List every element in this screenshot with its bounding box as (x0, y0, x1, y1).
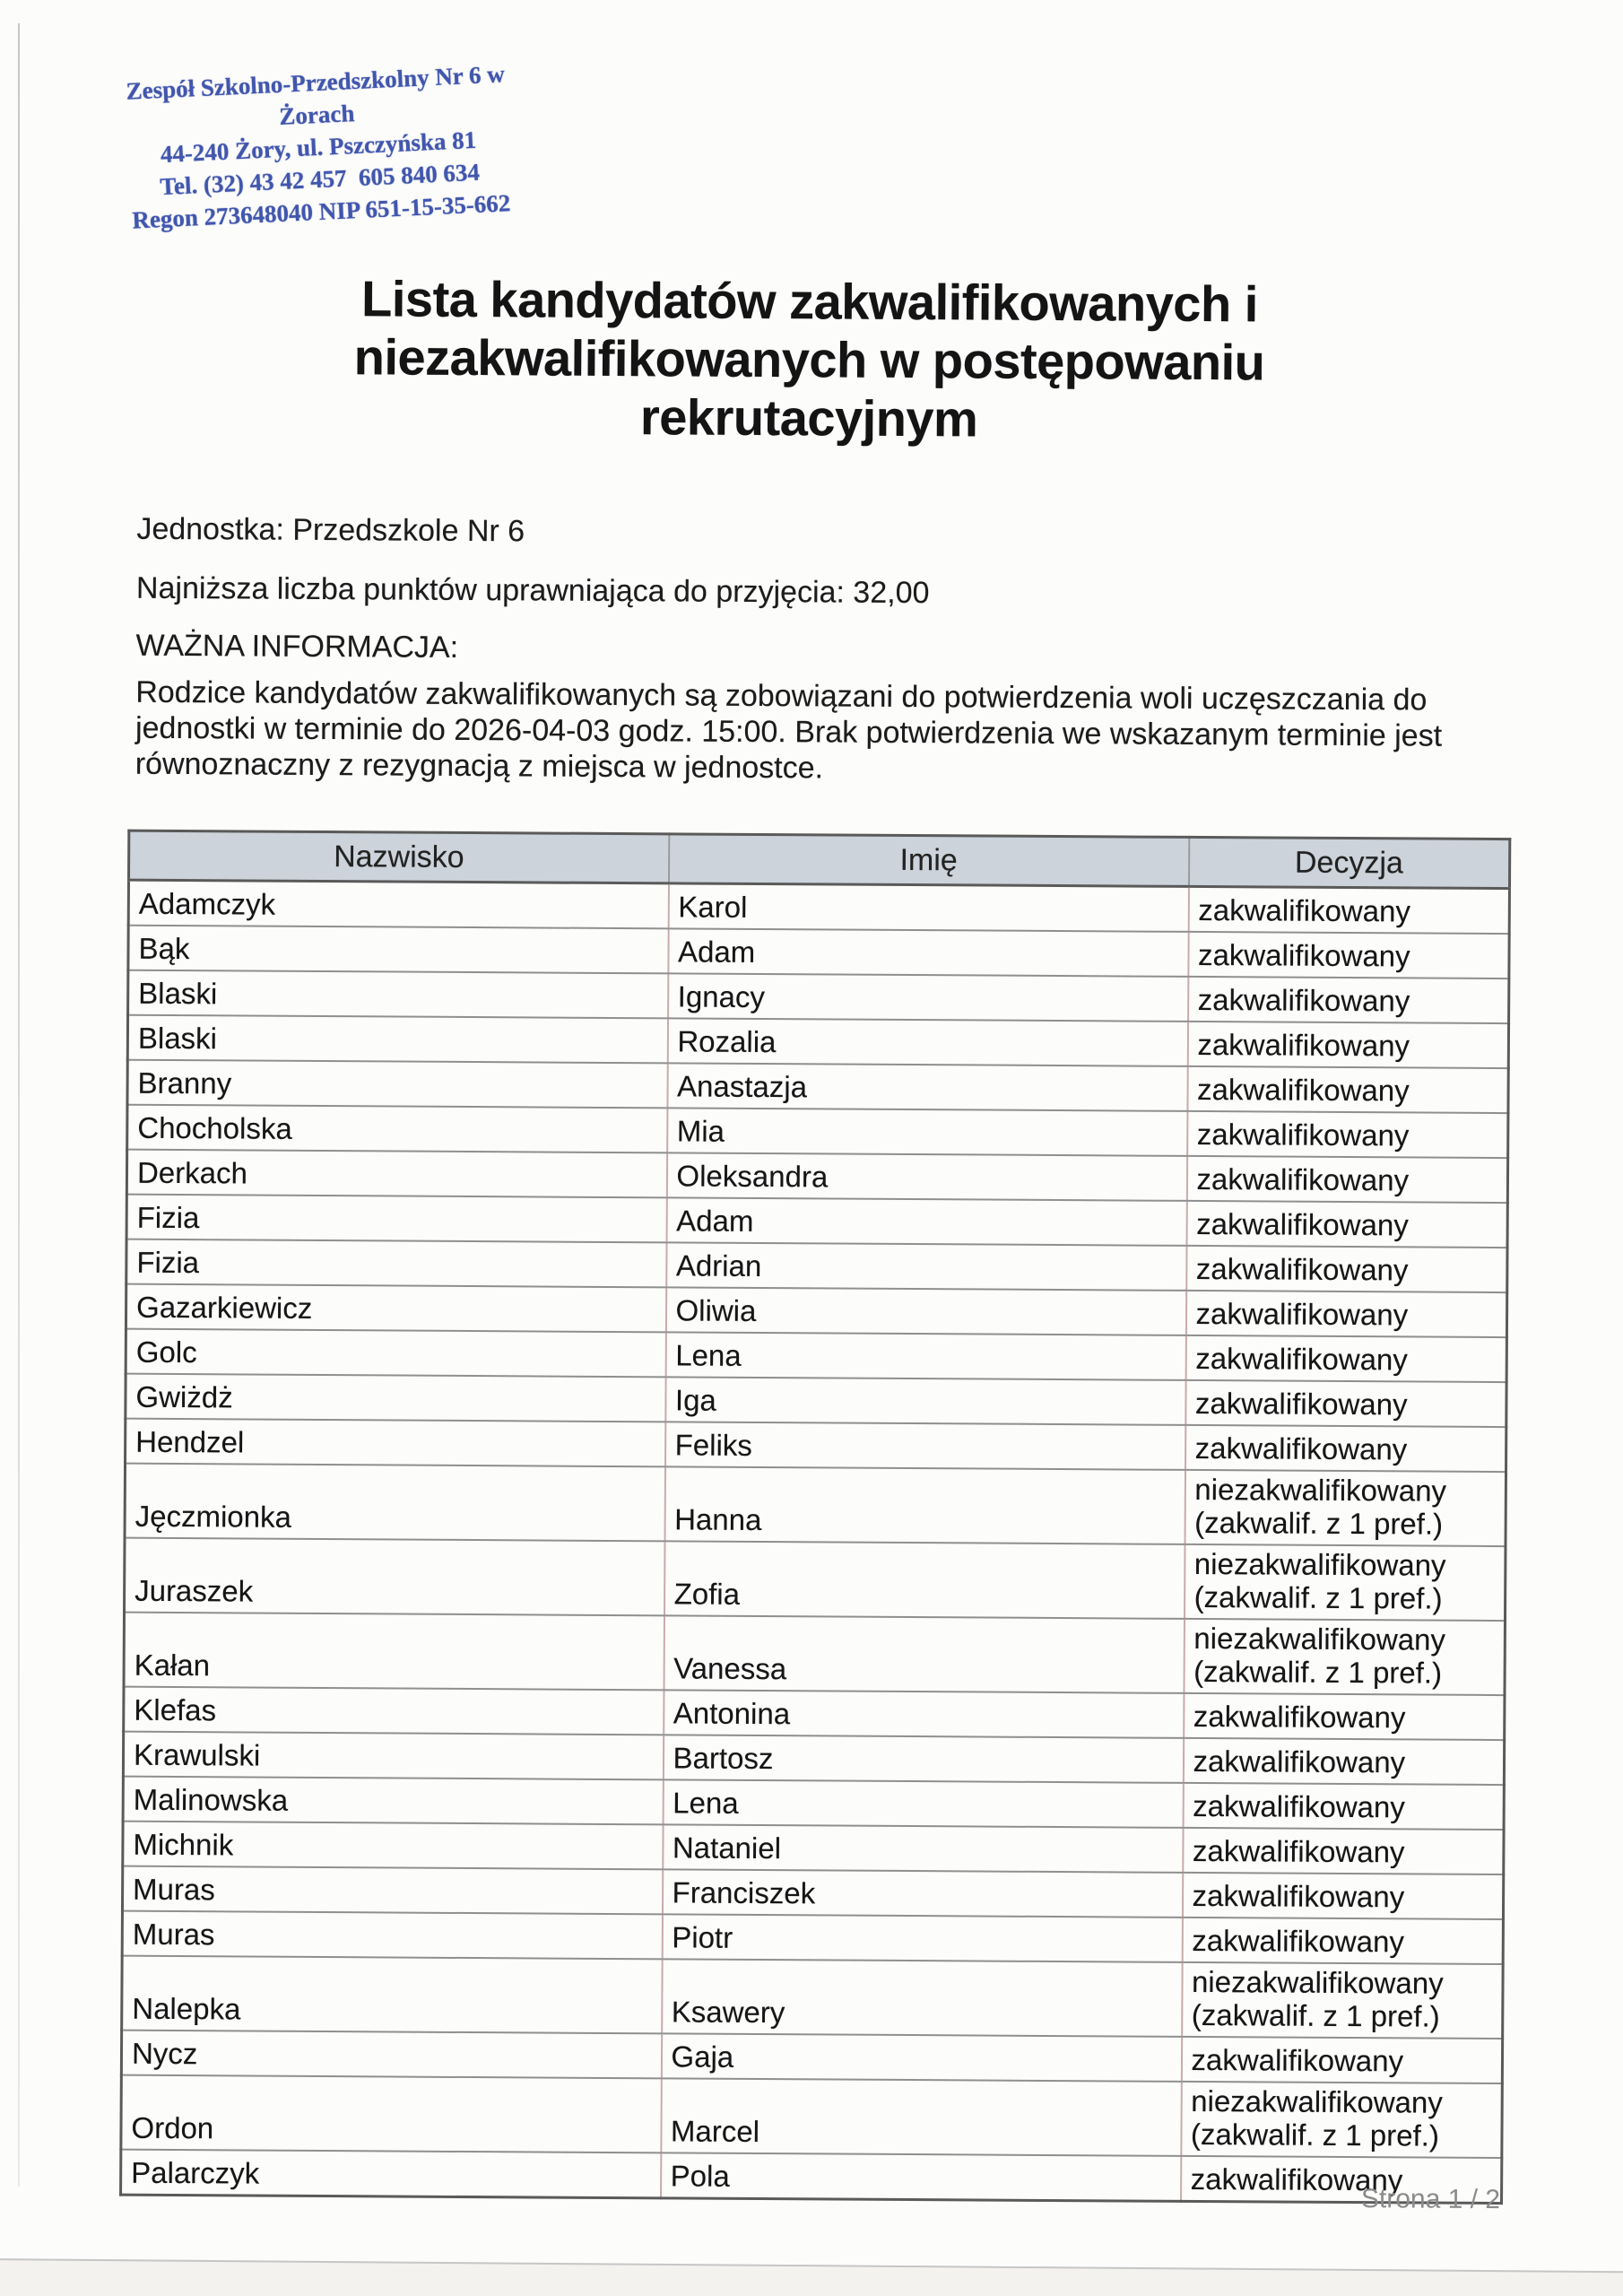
stamp-line-address: 44-240 Żory, ul. Pszczyńska 81 (160, 126, 477, 169)
cell-nazwisko: Golc (126, 1329, 665, 1378)
cell-decyzja: niezakwalifikowany (zakwalif. z 1 pref.) (1182, 1962, 1504, 2039)
cell-nazwisko: Blaski (127, 1015, 667, 1064)
cell-nazwisko: Branny (127, 1060, 667, 1109)
candidates-table (119, 830, 1511, 2205)
cell-nazwisko: Kałan (124, 1613, 664, 1691)
cell-decyzja: zakwalifikowany (1187, 1111, 1508, 1158)
table-row (124, 1613, 1505, 1695)
page-number: Strona 1 / 2 (1360, 2184, 1501, 2215)
cell-decyzja: zakwalifikowany (1185, 1425, 1506, 1472)
cell-imie: Pola (661, 2152, 1181, 2201)
cell-decyzja: zakwalifikowany (1181, 2037, 1502, 2083)
cell-nazwisko: Ordon (121, 2075, 661, 2153)
cell-decyzja: zakwalifikowany (1183, 1828, 1504, 1874)
cell-nazwisko: Palarczyk (121, 2150, 661, 2198)
table-row (122, 1956, 1503, 2039)
cell-imie: Iga (665, 1377, 1185, 1425)
unit-line: Jednostka: Przedszkole Nr 6 (136, 511, 525, 549)
cell-nazwisko: Michnik (123, 1822, 663, 1870)
cell-nazwisko: Fizia (126, 1195, 666, 1243)
cell-decyzja: zakwalifikowany (1186, 1156, 1507, 1203)
cell-decyzja: zakwalifikowany (1184, 1693, 1505, 1740)
cell-imie: Ksawery (662, 1959, 1182, 2037)
column-header-decyzja: Decyzja (1188, 837, 1509, 888)
cell-nazwisko: Hendzel (126, 1419, 665, 1467)
min-points-line: Najniższa liczba punktów uprawniająca do przyjęcia: 32,00 (135, 570, 930, 611)
cell-imie: Vanessa (664, 1615, 1184, 1693)
cell-imie: Bartosz (663, 1735, 1183, 1783)
cell-imie: Nataniel (663, 1824, 1183, 1873)
table-row (121, 2075, 1502, 2158)
title-line: niezakwalifikowanych w postępowaniu (353, 328, 1265, 391)
cell-imie: Adrian (666, 1242, 1186, 1291)
cell-imie: Zofia (664, 1541, 1185, 1619)
cell-imie: Marcel (661, 2078, 1181, 2156)
title-line: Lista kandydatów zakwalifikowanych i (360, 270, 1258, 333)
cell-decyzja: niezakwalifikowany (zakwalif. z 1 pref.) (1185, 1470, 1506, 1546)
cell-decyzja: zakwalifikowany (1188, 977, 1509, 1023)
title-line: rekrutacyjnym (639, 388, 978, 448)
cell-imie: Feliks (665, 1422, 1185, 1470)
cell-imie: Ignacy (668, 973, 1188, 1022)
stamp-line-school-name: Zespół Szkolno-Przedszkolny Nr 6 w Żorach (125, 59, 512, 130)
cell-nazwisko: Krawulski (123, 1732, 663, 1780)
important-info-body-line: jednostki w terminie do 2026-04-03 godz. 15:00. Brak potwierdzenia we wskazanym terminie jest (135, 710, 1443, 753)
cell-nazwisko: Malinowska (123, 1777, 663, 1825)
cell-decyzja: niezakwalifikowany (zakwalif. z 1 pref.) (1184, 1544, 1506, 1621)
document-title (226, 268, 1393, 450)
cell-nazwisko: Fizia (126, 1239, 666, 1288)
cell-decyzja: zakwalifikowany (1187, 1066, 1508, 1113)
table-row (125, 1464, 1506, 1546)
candidates-table-body (121, 880, 1510, 2203)
cell-nazwisko: Gwiżdż (126, 1374, 665, 1422)
important-info-heading: WAŻNA INFORMACJA: (135, 628, 459, 665)
cell-decyzja: zakwalifikowany (1183, 1783, 1504, 1830)
cell-nazwisko: Nalepka (122, 1956, 662, 2034)
cell-imie: Gaja (661, 2033, 1181, 2082)
cell-imie: Adam (668, 928, 1188, 977)
important-info-body (135, 674, 1522, 790)
cell-imie: Antonina (664, 1690, 1184, 1738)
candidates-table-header (129, 831, 1510, 888)
cell-imie: Hanna (664, 1466, 1185, 1544)
cell-nazwisko: Gazarkiewicz (126, 1284, 665, 1333)
cell-nazwisko: Adamczyk (128, 880, 668, 928)
cell-decyzja: zakwalifikowany (1187, 1022, 1508, 1068)
cell-decyzja: niezakwalifikowany (zakwalif. z 1 pref.) (1184, 1619, 1506, 1695)
cell-decyzja: zakwalifikowany (1188, 886, 1509, 934)
column-header-imie: Imię (668, 834, 1188, 887)
cell-nazwisko: Chocholska (127, 1105, 667, 1153)
stamp-line-regon-nip: Regon 273648040 NIP 651-15-35-662 (131, 189, 511, 234)
cell-decyzja: zakwalifikowany (1186, 1201, 1507, 1248)
cell-nazwisko: Derkach (126, 1150, 666, 1198)
cell-nazwisko: Juraszek (125, 1538, 664, 1616)
cell-decyzja: zakwalifikowany (1182, 1873, 1503, 1919)
cell-decyzja: zakwalifikowany (1186, 1246, 1507, 1292)
cell-decyzja: zakwalifikowany (1181, 2156, 1502, 2204)
cell-decyzja: zakwalifikowany (1185, 1380, 1506, 1427)
school-stamp (108, 57, 528, 237)
cell-decyzja: zakwalifikowany (1182, 1918, 1503, 1964)
cell-decyzja: zakwalifikowany (1185, 1335, 1506, 1382)
cell-imie: Piotr (662, 1914, 1182, 1962)
column-header-nazwisko: Nazwisko (129, 831, 669, 883)
cell-decyzja: zakwalifikowany (1188, 932, 1509, 978)
cell-nazwisko: Nycz (121, 2031, 661, 2079)
cell-imie: Lena (663, 1779, 1183, 1828)
cell-nazwisko: Bąk (128, 926, 668, 974)
cell-nazwisko: Jęczmionka (125, 1464, 664, 1542)
cell-nazwisko: Blaski (128, 970, 668, 1019)
cell-imie: Karol (668, 883, 1188, 932)
cell-imie: Adam (666, 1197, 1186, 1246)
cell-imie: Anastazja (667, 1063, 1187, 1111)
important-info-body-line: równoznaczny z rezygnacją z miejsca w jednostce. (135, 746, 824, 786)
important-info-body-line: Rodzice kandydatów zakwalifikowanych są zobowiązani do potwierdzenia woli uczęszczania do (135, 674, 1428, 718)
cell-imie: Lena (665, 1332, 1185, 1380)
cell-imie: Rozalia (667, 1018, 1187, 1066)
cell-imie: Mia (667, 1108, 1187, 1156)
cell-decyzja: niezakwalifikowany (zakwalif. z 1 pref.) (1181, 2082, 1503, 2158)
cell-decyzja: zakwalifikowany (1185, 1291, 1506, 1337)
table-row (128, 880, 1509, 934)
cell-nazwisko: Muras (122, 1866, 662, 1915)
cell-imie: Oliwia (665, 1287, 1185, 1335)
cell-imie: Franciszek (662, 1869, 1182, 1918)
stamp-line-phone: Tel. (32) 43 42 457 605 840 634 (159, 158, 481, 201)
table-row (125, 1538, 1506, 1621)
cell-nazwisko: Muras (122, 1911, 662, 1960)
cell-decyzja: zakwalifikowany (1183, 1738, 1504, 1785)
cell-imie: Oleksandra (666, 1152, 1186, 1201)
cell-nazwisko: Klefas (124, 1687, 664, 1735)
